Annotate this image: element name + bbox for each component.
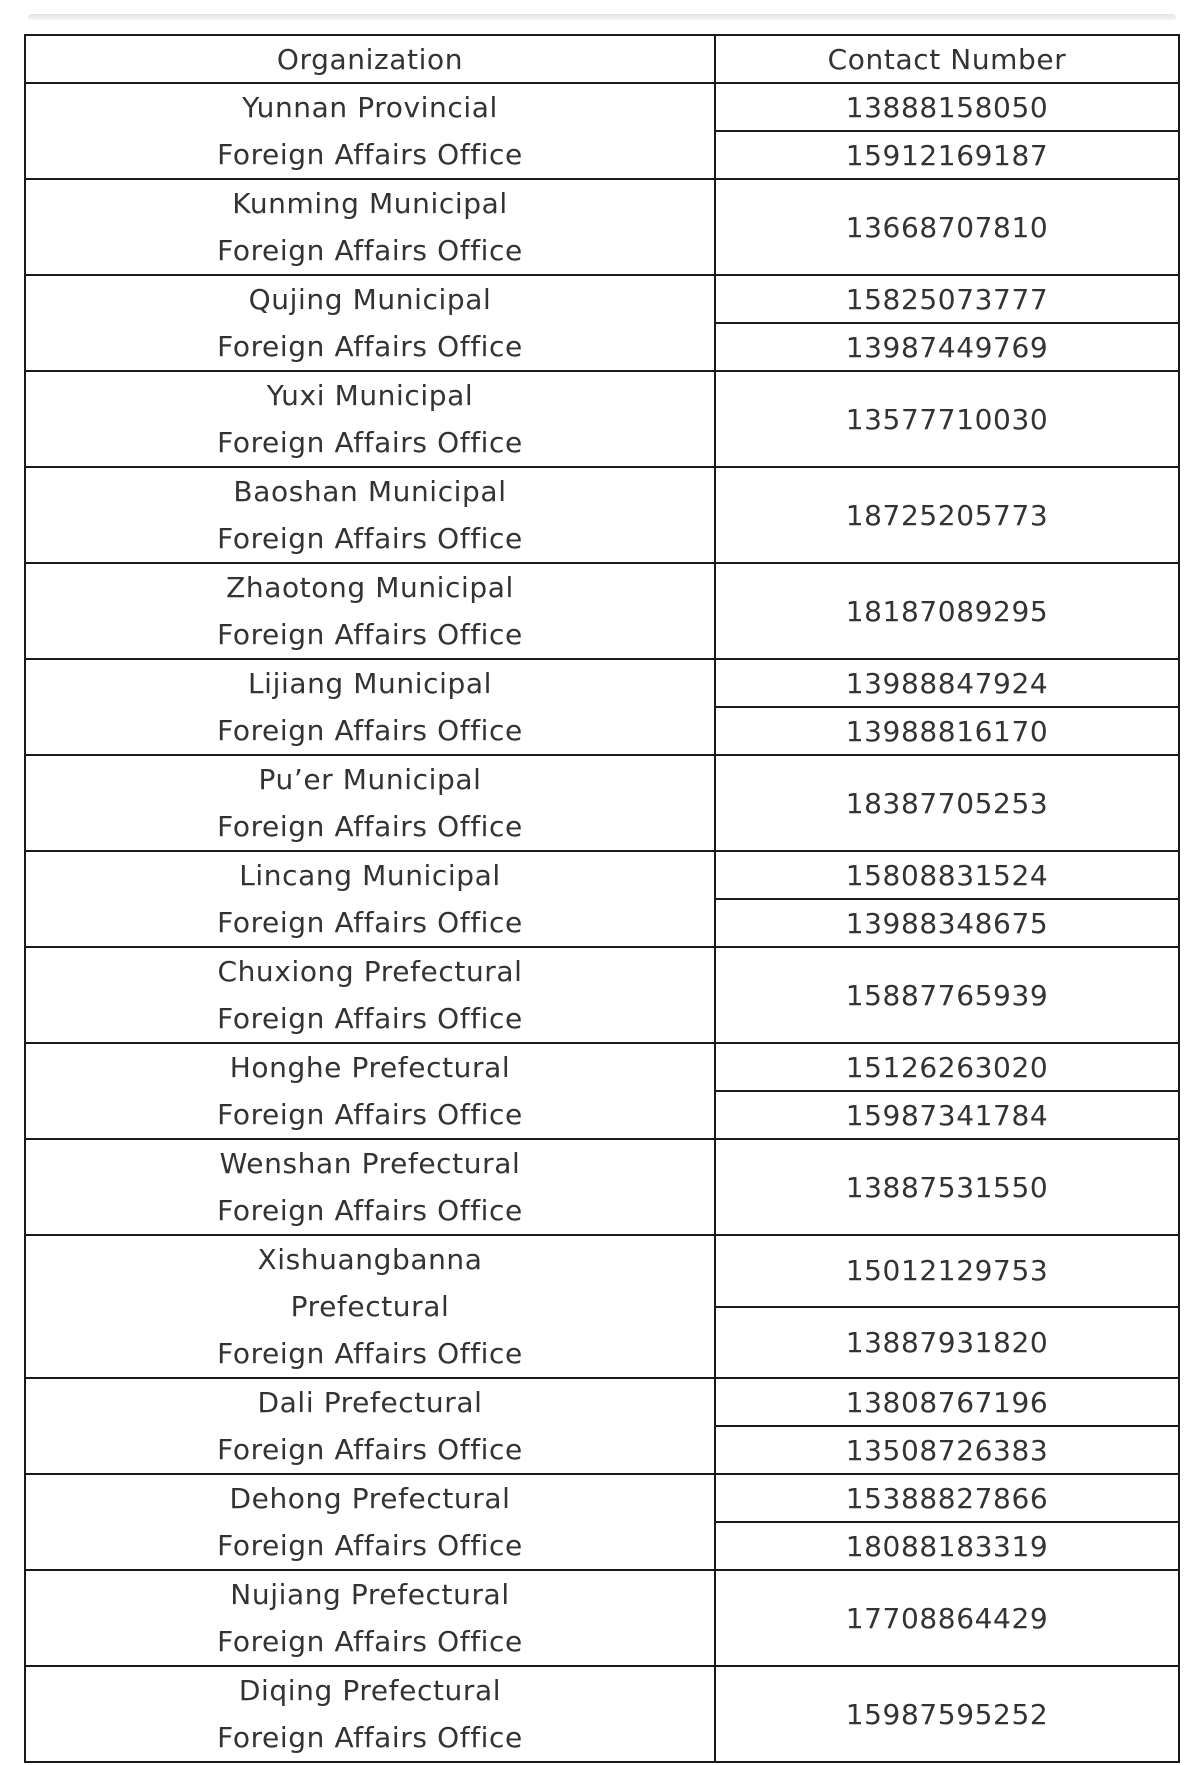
organization-name-line: Yuxi Municipal [266,379,474,412]
table-row [25,1378,1179,1426]
organization-name-line: Qujing Municipal [248,283,492,316]
contact-number-cell: 13508726383 [715,1426,1179,1474]
organization-name-line: Dehong Prefectural [229,1482,511,1515]
contact-number-cell: 13888158050 [715,83,1179,131]
organization-name-line: Foreign Affairs Office [217,1002,523,1035]
table-body [25,83,1179,1762]
organization-name-line: Pu’er Municipal [258,763,482,796]
table-row [25,83,1179,131]
organization-name-line: Foreign Affairs Office [217,330,523,363]
contact-number-cell: 13988847924 [715,659,1179,707]
table-row [25,467,1179,563]
contact-number-cell: 13988348675 [715,899,1179,947]
contact-number-cell: 13987449769 [715,323,1179,371]
table-row [25,1666,1179,1762]
organization-name-line: Foreign Affairs Office [217,1337,523,1370]
organization-cell [25,275,715,371]
table-row [25,179,1179,275]
header-row [25,35,1179,83]
contact-number-cell: 15987341784 [715,1091,1179,1139]
table-header [25,35,1179,83]
organization-name-line: Foreign Affairs Office [217,1721,523,1754]
table-row [25,1139,1179,1235]
contact-number-cell: 18088183319 [715,1522,1179,1570]
table-row [25,755,1179,851]
contact-number-cell: 13577710030 [715,371,1179,467]
organization-name-line: Baoshan Municipal [233,475,507,508]
organization-name-line: Foreign Affairs Office [217,1194,523,1227]
contact-number-cell: 18387705253 [715,755,1179,851]
table-row [25,371,1179,467]
organization-name-line: Foreign Affairs Office [217,138,523,171]
organization-header: Organization [25,35,715,83]
organization-name-line: Nujiang Prefectural [230,1578,510,1611]
organization-name-line: Foreign Affairs Office [217,234,523,267]
organization-name-line: Zhaotong Municipal [226,571,514,604]
table-row [25,1043,1179,1091]
organization-cell [25,1666,715,1762]
contact-number-cell: 13808767196 [715,1378,1179,1426]
contact-number-cell: 13887931820 [715,1307,1179,1379]
organization-cell [25,179,715,275]
organization-name-line: Yunnan Provincial [242,91,498,124]
table-row [25,275,1179,323]
organization-name-line: Kunming Municipal [232,187,508,220]
organization-cell [25,1235,715,1378]
organization-name-line: Foreign Affairs Office [217,906,523,939]
contact-number-cell: 15808831524 [715,851,1179,899]
organization-name-line: Foreign Affairs Office [217,1098,523,1131]
organization-cell [25,1139,715,1235]
organization-name-line: Foreign Affairs Office [217,1433,523,1466]
organization-name-line: Wenshan Prefectural [219,1147,521,1180]
table-row [25,1235,1179,1307]
contact-number-cell: 15825073777 [715,275,1179,323]
table-row [25,851,1179,899]
table-row [25,563,1179,659]
organization-cell [25,1474,715,1570]
organization-name-line: Diqing Prefectural [238,1674,502,1707]
organization-cell [25,371,715,467]
contact-number-cell: 15012129753 [715,1235,1179,1307]
organization-cell [25,755,715,851]
table-row [25,947,1179,1043]
organization-name-line: Dali Prefectural [257,1386,483,1419]
organization-cell [25,1378,715,1474]
contact-number-cell: 15912169187 [715,131,1179,179]
organization-cell [25,83,715,179]
contact-number-cell: 15887765939 [715,947,1179,1043]
contact-number-cell: 17708864429 [715,1570,1179,1666]
contact-number-cell: 13988816170 [715,707,1179,755]
organization-name-line: Xishuangbanna [257,1243,483,1276]
contact-number-cell: 13668707810 [715,179,1179,275]
organization-name-line: Foreign Affairs Office [217,1529,523,1562]
contact-number-cell: 15388827866 [715,1474,1179,1522]
organization-cell [25,563,715,659]
organization-cell [25,467,715,563]
organization-name-line: Foreign Affairs Office [217,426,523,459]
contact-number-cell: 15987595252 [715,1666,1179,1762]
organization-cell [25,1043,715,1139]
organization-name-line: Lincang Municipal [239,859,501,892]
organization-cell [25,947,715,1043]
organization-name-line: Prefectural [290,1290,450,1323]
organization-name-line: Foreign Affairs Office [217,810,523,843]
organization-name-line: Chuxiong Prefectural [217,955,523,988]
contact-table [24,34,1180,1763]
contact-number-cell: 15126263020 [715,1043,1179,1091]
top-divider [28,14,1176,20]
table-row [25,1474,1179,1522]
table-row [25,659,1179,707]
contact-number-cell: 13887531550 [715,1139,1179,1235]
organization-name-line: Foreign Affairs Office [217,618,523,651]
organization-name-line: Foreign Affairs Office [217,714,523,747]
organization-name-line: Foreign Affairs Office [217,522,523,555]
organization-name-line: Honghe Prefectural [229,1051,511,1084]
contact-number-header: Contact Number [715,35,1179,83]
organization-name-line: Lijiang Municipal [247,667,493,700]
organization-cell [25,1570,715,1666]
table-row [25,1570,1179,1666]
organization-name-line: Foreign Affairs Office [217,1625,523,1658]
organization-cell [25,851,715,947]
contact-number-cell: 18187089295 [715,563,1179,659]
organization-cell [25,659,715,755]
contact-number-cell: 18725205773 [715,467,1179,563]
